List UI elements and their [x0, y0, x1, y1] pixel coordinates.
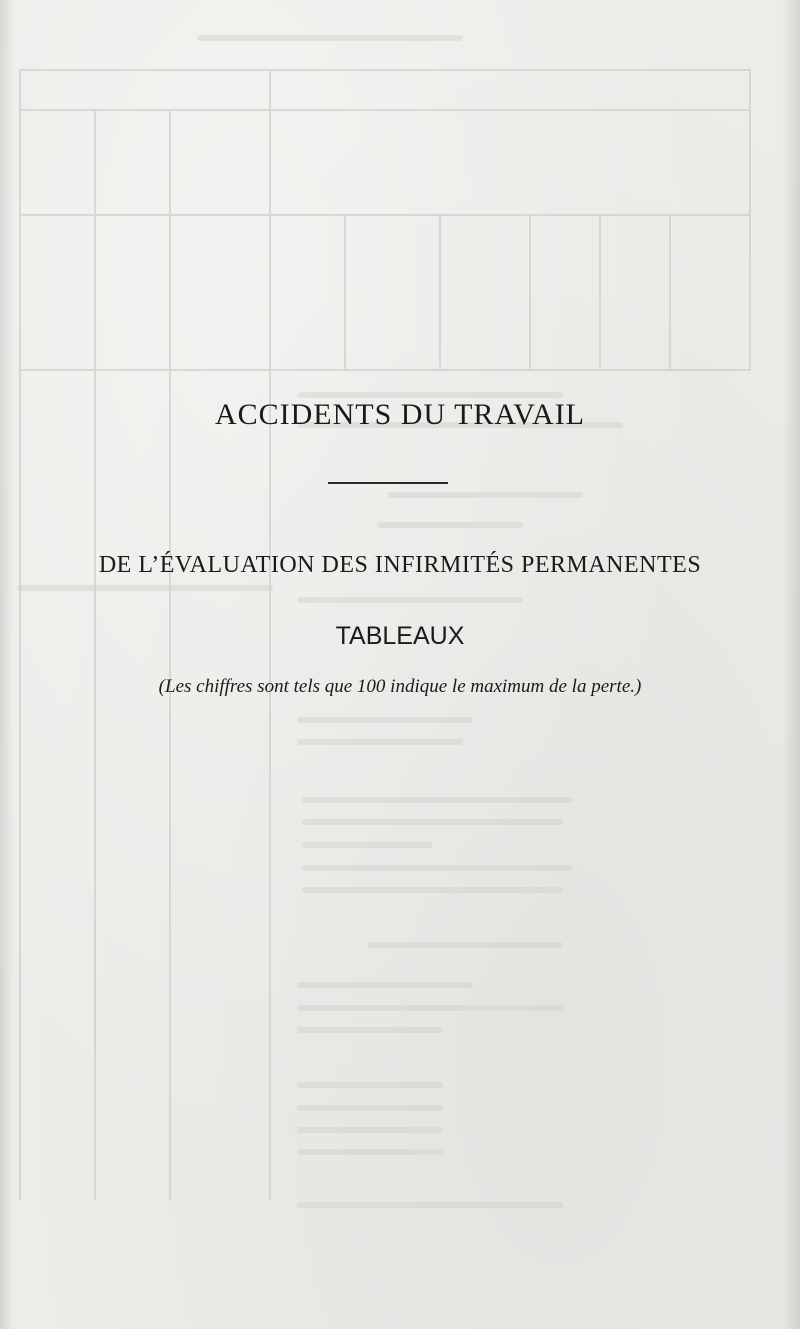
- document-note: (Les chiffres sont tels que 100 indique le maximum de la perte.): [158, 676, 642, 697]
- document-subtitle: DE L’ÉVALUATION DES INFIRMITÉS PERMANENTES: [98, 552, 702, 578]
- title-divider: [328, 482, 448, 484]
- page-right-shadow: [782, 0, 800, 1329]
- page-left-shadow: [0, 0, 14, 1329]
- document-title: ACCIDENTS DU TRAVAIL: [214, 398, 586, 431]
- section-heading: TABLEAUX: [335, 622, 465, 650]
